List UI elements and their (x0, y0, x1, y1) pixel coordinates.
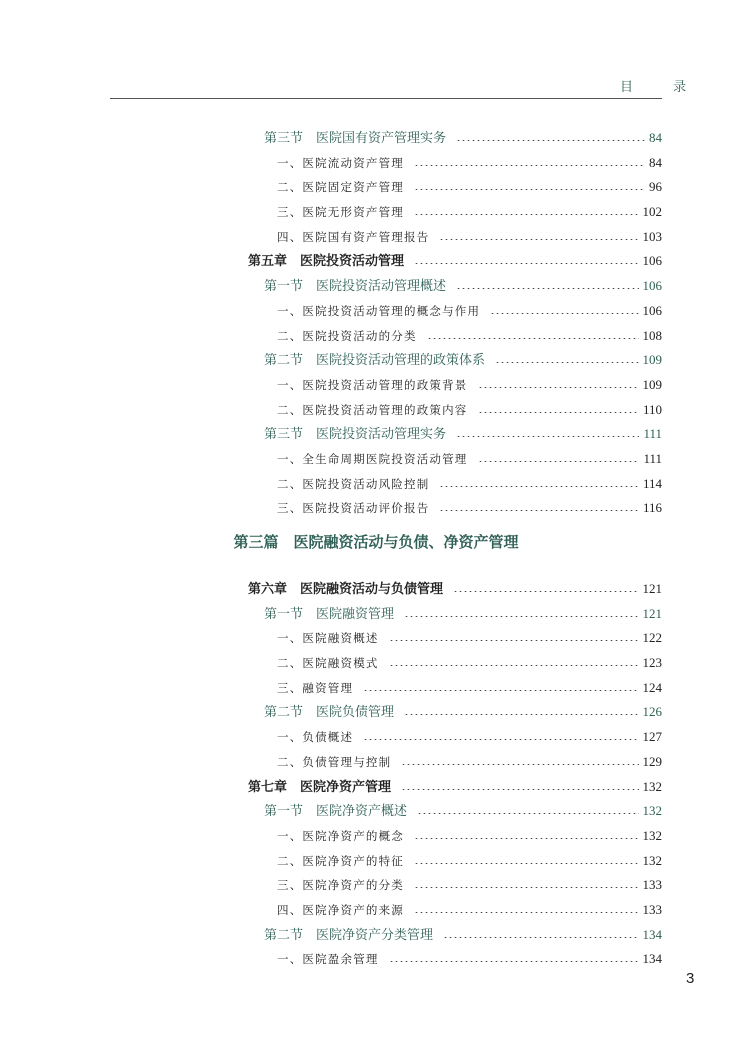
dot-leader (456, 140, 645, 141)
toc-entry-page: 108 (642, 327, 662, 343)
toc-entry-page: 106 (642, 253, 662, 269)
toc-item-entry[interactable] (0, 945, 752, 970)
toc-chapter-entry[interactable] (0, 773, 752, 798)
dot-leader (414, 263, 638, 264)
toc-entry-title: 二、负债管理与控制 (277, 754, 392, 769)
toc-entry-title: 第七章 医院净资产管理 (248, 779, 392, 795)
header-title: 目 录 (620, 80, 705, 95)
toc-entry-title: 三、医院投资活动评价报告 (277, 501, 430, 516)
toc-entry-page: 122 (642, 630, 662, 646)
toc-entry-title: 第六章 医院融资活动与负债管理 (248, 582, 444, 597)
toc-entry-title: 第二节 医院净资产分类管理 (264, 927, 434, 943)
toc-section-entry[interactable] (0, 797, 752, 822)
toc-item-entry[interactable] (0, 847, 752, 872)
toc-part-heading (0, 519, 752, 575)
toc-entry-title: 一、医院流动资产管理 (277, 155, 404, 170)
toc-entry-title: 第五章 医院投资活动管理 (248, 254, 405, 270)
toc-item-entry[interactable] (0, 322, 752, 347)
toc-entry-page: 102 (642, 204, 662, 220)
toc-item-entry[interactable] (0, 896, 752, 921)
toc-section-entry[interactable] (0, 124, 752, 149)
toc-entry-title: 二、医院投资活动风险控制 (277, 476, 430, 491)
toc-entry-title: 一、全生命周期医院投资活动管理 (277, 451, 468, 466)
toc-item-entry[interactable] (0, 674, 752, 699)
toc-entry-page: 132 (642, 778, 662, 794)
toc-entry-title: 第三节 医院国有资产管理实务 (264, 131, 447, 146)
toc-chapter-entry[interactable] (0, 575, 752, 600)
toc-item-entry[interactable] (0, 494, 752, 519)
dot-leader (389, 665, 639, 666)
toc-item-entry[interactable] (0, 396, 752, 421)
toc-entry-page: 106 (642, 278, 662, 294)
toc-item-entry[interactable] (0, 748, 752, 773)
toc-entry-page: 132 (642, 827, 662, 843)
toc-entry-title: 二、医院净资产的特征 (277, 853, 404, 868)
toc-entry-title: 二、医院投资活动的分类 (277, 328, 417, 343)
toc-entry-page: 121 (642, 605, 662, 621)
toc-entry-title: 三、医院无形资产管理 (277, 205, 404, 220)
page-number: 3 (686, 970, 695, 987)
dot-leader (478, 461, 640, 462)
dot-leader (414, 838, 639, 839)
header-rule (110, 98, 662, 99)
toc-section-entry[interactable] (0, 698, 752, 723)
toc-entry-page: 84 (649, 130, 662, 145)
toc-entry-title: 第二节 医院负债管理 (264, 705, 395, 721)
toc-entry-page: 109 (642, 376, 662, 392)
toc-entry-page: 109 (642, 352, 662, 368)
toc-entry-page: 126 (642, 704, 662, 720)
toc-entry-page: 116 (642, 500, 662, 516)
toc-item-entry[interactable] (0, 223, 752, 248)
dot-leader (389, 961, 639, 962)
dot-leader (490, 313, 638, 314)
dot-leader (495, 362, 638, 363)
toc-entry-page: 84 (649, 154, 662, 170)
toc-entry-title: 一、医院投资活动管理的概念与作用 (277, 303, 481, 318)
dot-leader (401, 764, 638, 765)
toc-entry-page: 133 (642, 877, 662, 893)
dot-leader (439, 510, 639, 511)
toc-item-entry[interactable] (0, 624, 752, 649)
toc-entry-page: 133 (642, 901, 662, 917)
toc-item-entry[interactable] (0, 470, 752, 495)
toc-entry-title: 第一节 医院净资产概述 (264, 804, 408, 820)
toc-entry-page: 132 (642, 852, 662, 868)
toc-item-entry[interactable] (0, 822, 752, 847)
dot-leader (427, 338, 639, 339)
dot-leader (404, 714, 638, 715)
dot-leader (414, 912, 639, 913)
toc-entry-page: 121 (642, 581, 662, 596)
dot-leader (443, 937, 638, 938)
toc-entry-title: 一、医院投资活动管理的政策背景 (277, 377, 468, 392)
toc-item-entry[interactable] (0, 198, 752, 223)
toc-entry-page: 110 (642, 401, 662, 417)
toc-entry-page: 134 (642, 926, 662, 942)
dot-leader (389, 640, 639, 641)
dot-leader (456, 288, 638, 289)
toc-entry-page: 114 (642, 475, 662, 491)
toc-entry-page: 124 (642, 679, 662, 695)
dot-leader (478, 412, 639, 413)
toc-item-entry[interactable] (0, 871, 752, 896)
dot-leader (401, 789, 638, 790)
toc-entry-title: 一、医院盈余管理 (277, 952, 379, 967)
toc-entry-title: 二、医院投资活动管理的政策内容 (277, 402, 468, 417)
part-title: 第三篇 医院融资活动与负债、净资产管理 (233, 533, 519, 551)
toc-entry-page: 134 (642, 951, 662, 967)
toc-entry-title: 第一节 医院融资管理 (264, 606, 395, 622)
toc-entry-title: 二、医院固定资产管理 (277, 180, 404, 195)
dot-leader (453, 591, 638, 592)
toc-entry-page: 123 (642, 655, 662, 671)
toc-section-entry[interactable] (0, 346, 752, 371)
toc-entry-title: 第二节 医院投资活动管理的政策体系 (264, 353, 486, 369)
dot-leader (478, 387, 639, 388)
toc-entry-title: 四、医院国有资产管理报告 (277, 229, 430, 244)
toc-section-entry[interactable] (0, 921, 752, 946)
dot-leader (404, 616, 638, 617)
toc-chapter-entry[interactable] (0, 247, 752, 272)
toc-section-entry[interactable] (0, 600, 752, 625)
toc-entry-page: 103 (642, 228, 662, 244)
toc-entry-page: 106 (642, 302, 662, 318)
toc-entry-title: 四、医院净资产的来源 (277, 902, 404, 917)
toc-entry-page: 127 (642, 729, 662, 745)
toc-section-entry[interactable] (0, 420, 752, 445)
toc-section-entry[interactable] (0, 272, 752, 297)
toc-entry-title: 一、医院净资产的概念 (277, 828, 404, 843)
toc-entry-page: 111 (643, 426, 662, 442)
toc-item-entry[interactable] (0, 149, 752, 174)
toc-entry-title: 二、医院融资模式 (277, 656, 379, 671)
toc-entry-title: 三、融资管理 (277, 680, 354, 695)
toc-entry-title: 一、负债概述 (277, 730, 354, 745)
dot-leader (417, 813, 638, 814)
toc-entry-page: 111 (643, 450, 662, 466)
dot-leader (414, 189, 645, 190)
dot-leader (439, 239, 638, 240)
dot-leader (439, 486, 639, 487)
toc-entry-page: 132 (642, 803, 662, 819)
toc-item-entry[interactable] (0, 371, 752, 396)
toc-entry-page: 96 (649, 179, 662, 195)
toc-entry-page: 129 (642, 753, 662, 769)
table-of-contents (0, 124, 752, 970)
toc-entry-title: 三、医院净资产的分类 (277, 878, 404, 893)
toc-entry-title: 第三节 医院投资活动管理实务 (264, 427, 447, 443)
toc-item-entry[interactable] (0, 723, 752, 748)
dot-leader (456, 436, 639, 437)
dot-leader (414, 214, 639, 215)
toc-item-entry[interactable] (0, 173, 752, 198)
toc-item-entry[interactable] (0, 649, 752, 674)
toc-entry-title: 第一节 医院投资活动管理概述 (264, 279, 447, 295)
toc-item-entry[interactable] (0, 297, 752, 322)
toc-entry-title: 一、医院融资概述 (277, 631, 379, 646)
dot-leader (414, 165, 645, 166)
dot-leader (414, 863, 639, 864)
dot-leader (363, 690, 638, 691)
toc-item-entry[interactable] (0, 445, 752, 470)
dot-leader (414, 887, 639, 888)
dot-leader (363, 739, 638, 740)
